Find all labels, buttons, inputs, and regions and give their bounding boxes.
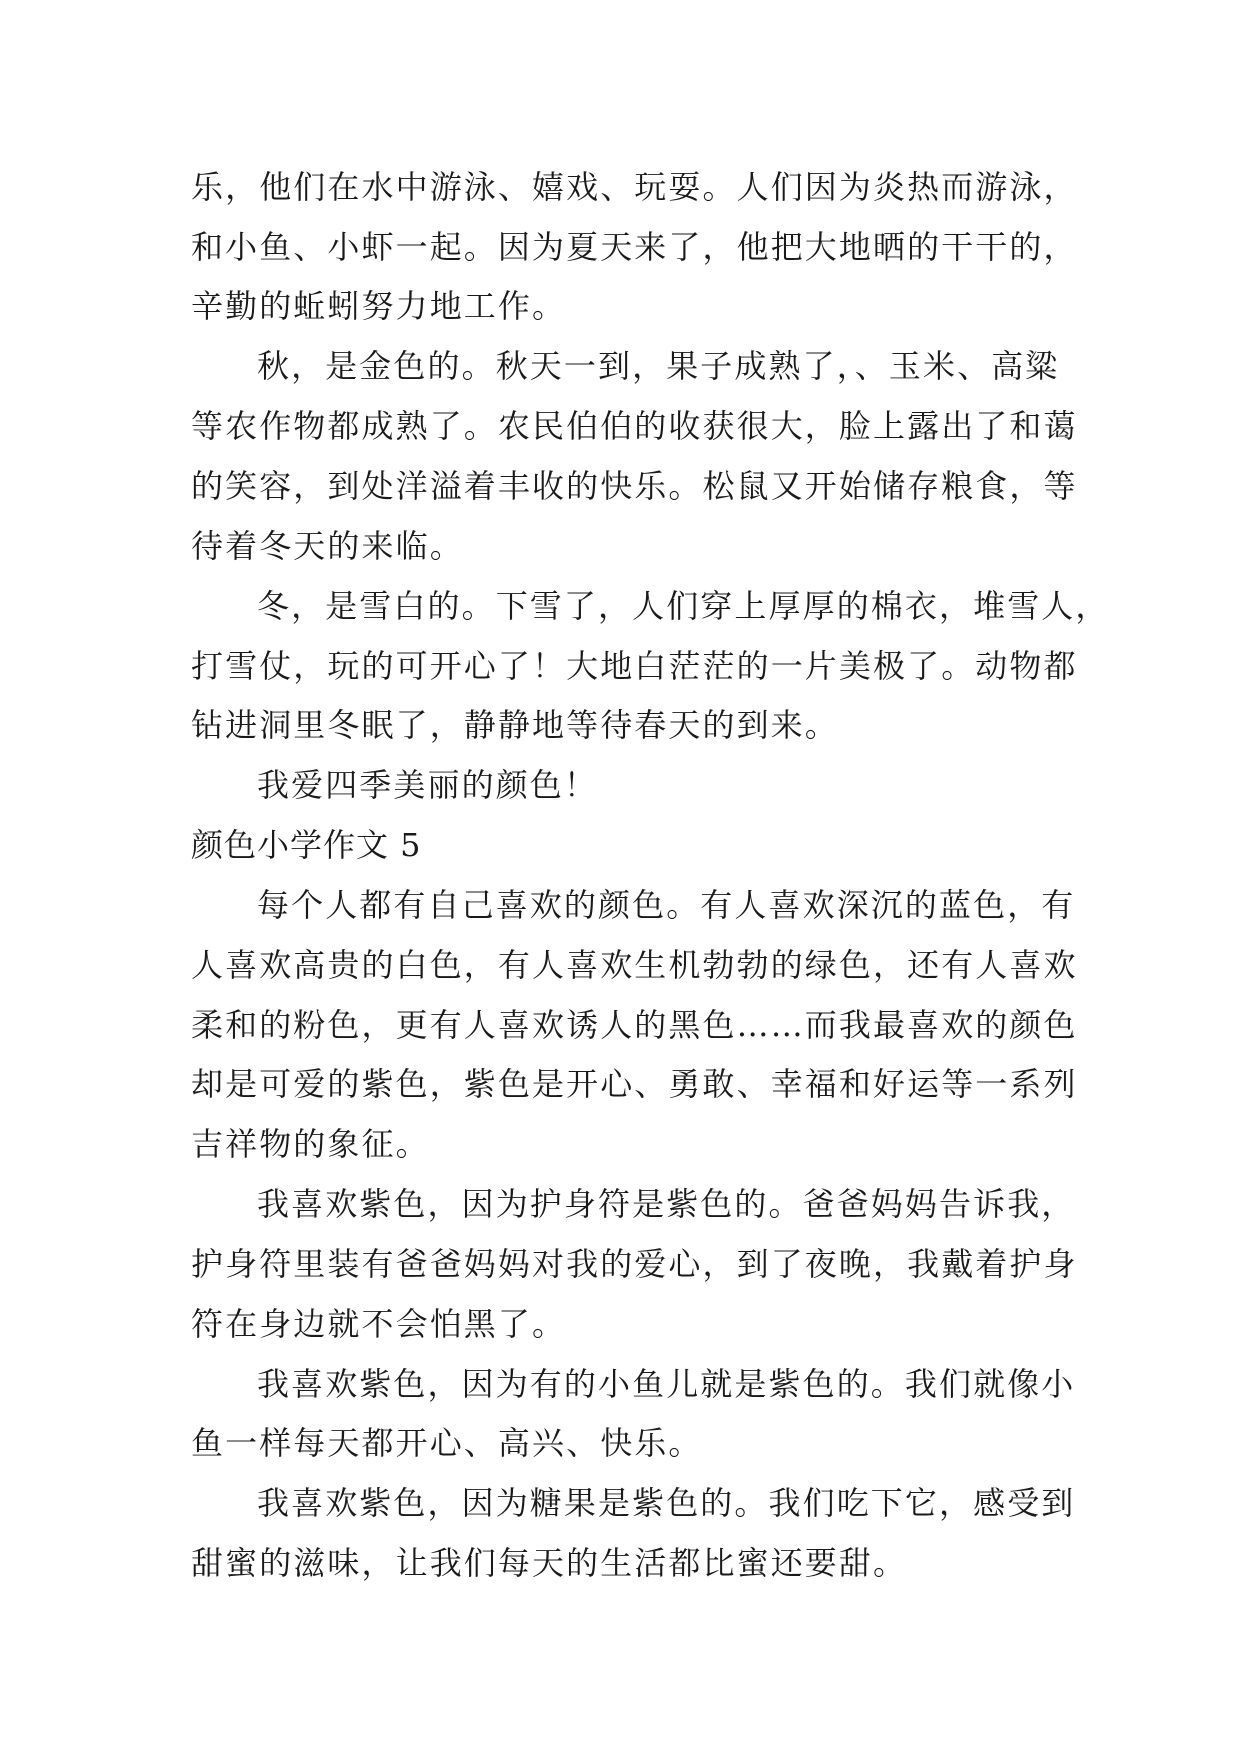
text-line: 待着冬天的来临。 [191, 527, 464, 565]
paragraph-start-line: 每个人都有自己喜欢的颜色。有人喜欢深沉的蓝色，有 [257, 886, 1076, 924]
text-line: 等农作物都成熟了。农民伯伯的收获很大，脸上露出了和蔼 [191, 407, 1078, 445]
text-line: 护身符里装有爸爸妈妈对我的爱心，到了夜晚，我戴着护身 [191, 1245, 1078, 1283]
text-line: 却是可爱的紫色，紫色是开心、勇敢、幸福和好运等一系列 [191, 1065, 1078, 1103]
paragraph-start-line: 秋，是金色的。秋天一到，果子成熟了，、玉米、高粱 [257, 347, 1060, 385]
text-line: 鱼一样每天都开心、高兴、快乐。 [191, 1424, 703, 1462]
text-line: 和小鱼、小虾一起。因为夏天来了，他把大地晒的干干的， [191, 228, 1078, 266]
text-line: 钻进洞里冬眠了，静静地等待春天的到来。 [191, 706, 839, 744]
text-line: 乐，他们在水中游泳、嬉戏、玩耍。人们因为炎热而游泳， [191, 168, 1078, 206]
paragraph-start-line: 我喜欢紫色，因为有的小鱼儿就是紫色的。我们就像小 [257, 1365, 1076, 1403]
text-line: 人喜欢高贵的白色，有人喜欢生机勃勃的绿色，还有人喜欢 [191, 946, 1078, 984]
text-line: 打雪仗，玩的可开心了！大地白茫茫的一片美极了。动物都 [191, 647, 1078, 685]
paragraph-start-line: 我喜欢紫色，因为糖果是紫色的。我们吃下它，感受到 [257, 1484, 1076, 1522]
text-line: 辛勤的蚯蚓努力地工作。 [191, 287, 567, 325]
text-line: 甜蜜的滋味，让我们每天的生活都比蜜还要甜。 [191, 1544, 908, 1582]
text-line: 吉祥物的象征。 [191, 1125, 430, 1163]
section-heading: 颜色小学作文 5 [191, 826, 422, 864]
text-line: 的笑容，到处洋溢着丰收的快乐。松鼠又开始储存粮食，等 [191, 467, 1078, 505]
paragraph-start-line: 冬，是雪白的。下雪了，人们穿上厚厚的棉衣，堆雪人， [257, 587, 1110, 625]
text-line: 符在身边就不会怕黑了。 [191, 1305, 567, 1343]
paragraph-start-line: 我爱四季美丽的颜色！ [257, 766, 599, 804]
text-line: 柔和的粉色，更有人喜欢诱人的黑色……而我最喜欢的颜色 [191, 1006, 1078, 1044]
paragraph-start-line: 我喜欢紫色，因为护身符是紫色的。爸爸妈妈告诉我， [257, 1185, 1076, 1223]
